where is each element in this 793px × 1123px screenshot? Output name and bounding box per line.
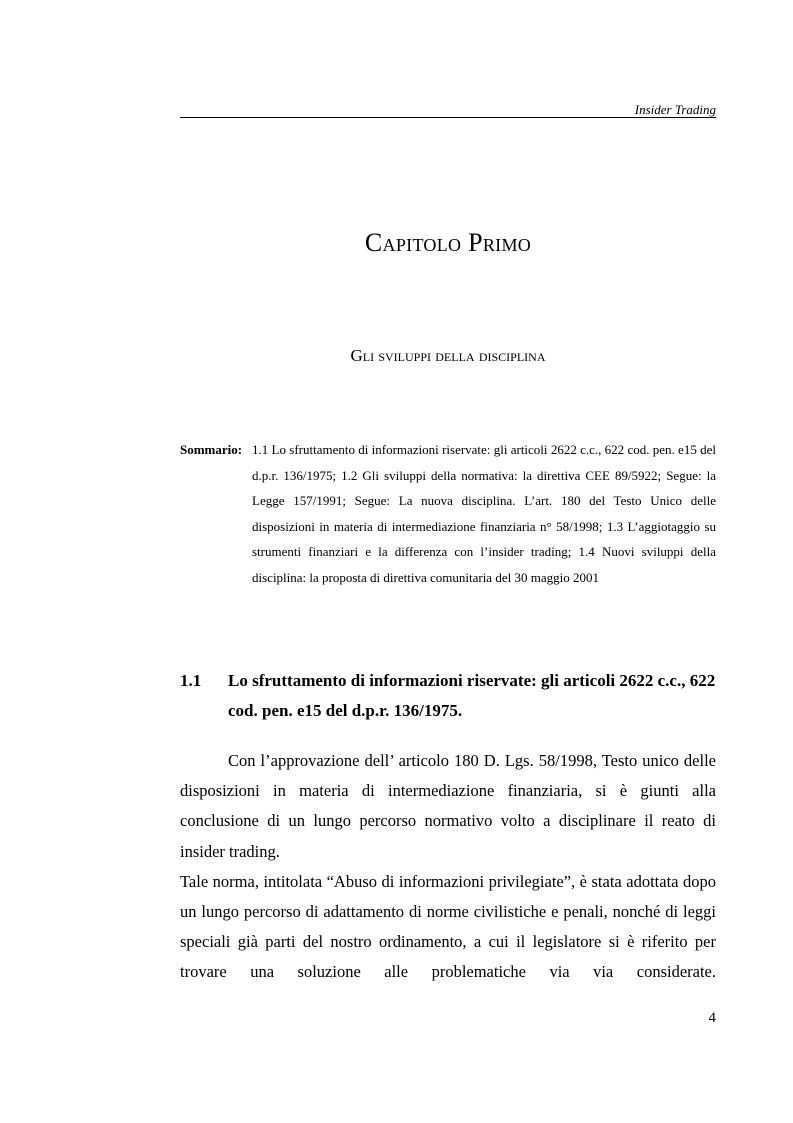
summary-label: Sommario: [180,442,243,457]
summary-text: 1.1 Lo sfruttamento di informazioni riservate: gli articoli 2622 c.c., 622 cod. pen. e15 del d.p.r. 136/1975; 1.2 Gli sviluppi della normativa: la direttiva CEE 89/5922; Segue: la Legge 157/1991; Segue: La nuova disciplina. L’art. 180 del Testo Unico delle disposizioni in materia di intermediazione finanziaria n° 58/1998; 1.3 L’aggiotaggio su strumenti finanziari e la differenza con l’insider trading; 1.4 Nuovi sviluppi della disciplina: la proposta di direttiva comunitaria del 30 maggio 2001 [252,442,716,585]
section-number: 1.1 [180,671,202,690]
chapter-subtitle: Gli sviluppi della disciplina [350,346,546,365]
page-number: 4 [708,1010,716,1026]
paragraph: Tale norma, intitolata “Abuso di informazioni privilegiate”, è stata adottata dopo un lungo percorso di adattamento di norme civilistiche e penali, nonché di leggi speciali già parti del nostro ordinamento, a cui il legislatore si è riferito per trovare una soluzione alle problematiche via via considerate. [180,871,716,982]
chapter-title: Capitolo Primo [364,228,532,257]
body-text [180,746,716,988]
paragraph: Con l’approvazione dell’ articolo 180 D. Lgs. 58/1998, Testo unico delle disposizioni in materia di intermediazione finanziaria, si è giunti alla conclusione di un lungo percorso normativo volto a disciplinare il reato di insider trading. [180,751,716,861]
section-heading: Lo sfruttamento di informazioni riservate: gli articoli 2622 c.c., 622 cod. pen. e15 del d.p.r. 136/1975. [228,671,716,720]
summary-block [180,437,716,590]
running-header: Insider Trading [634,102,716,117]
header-rule [180,117,716,118]
